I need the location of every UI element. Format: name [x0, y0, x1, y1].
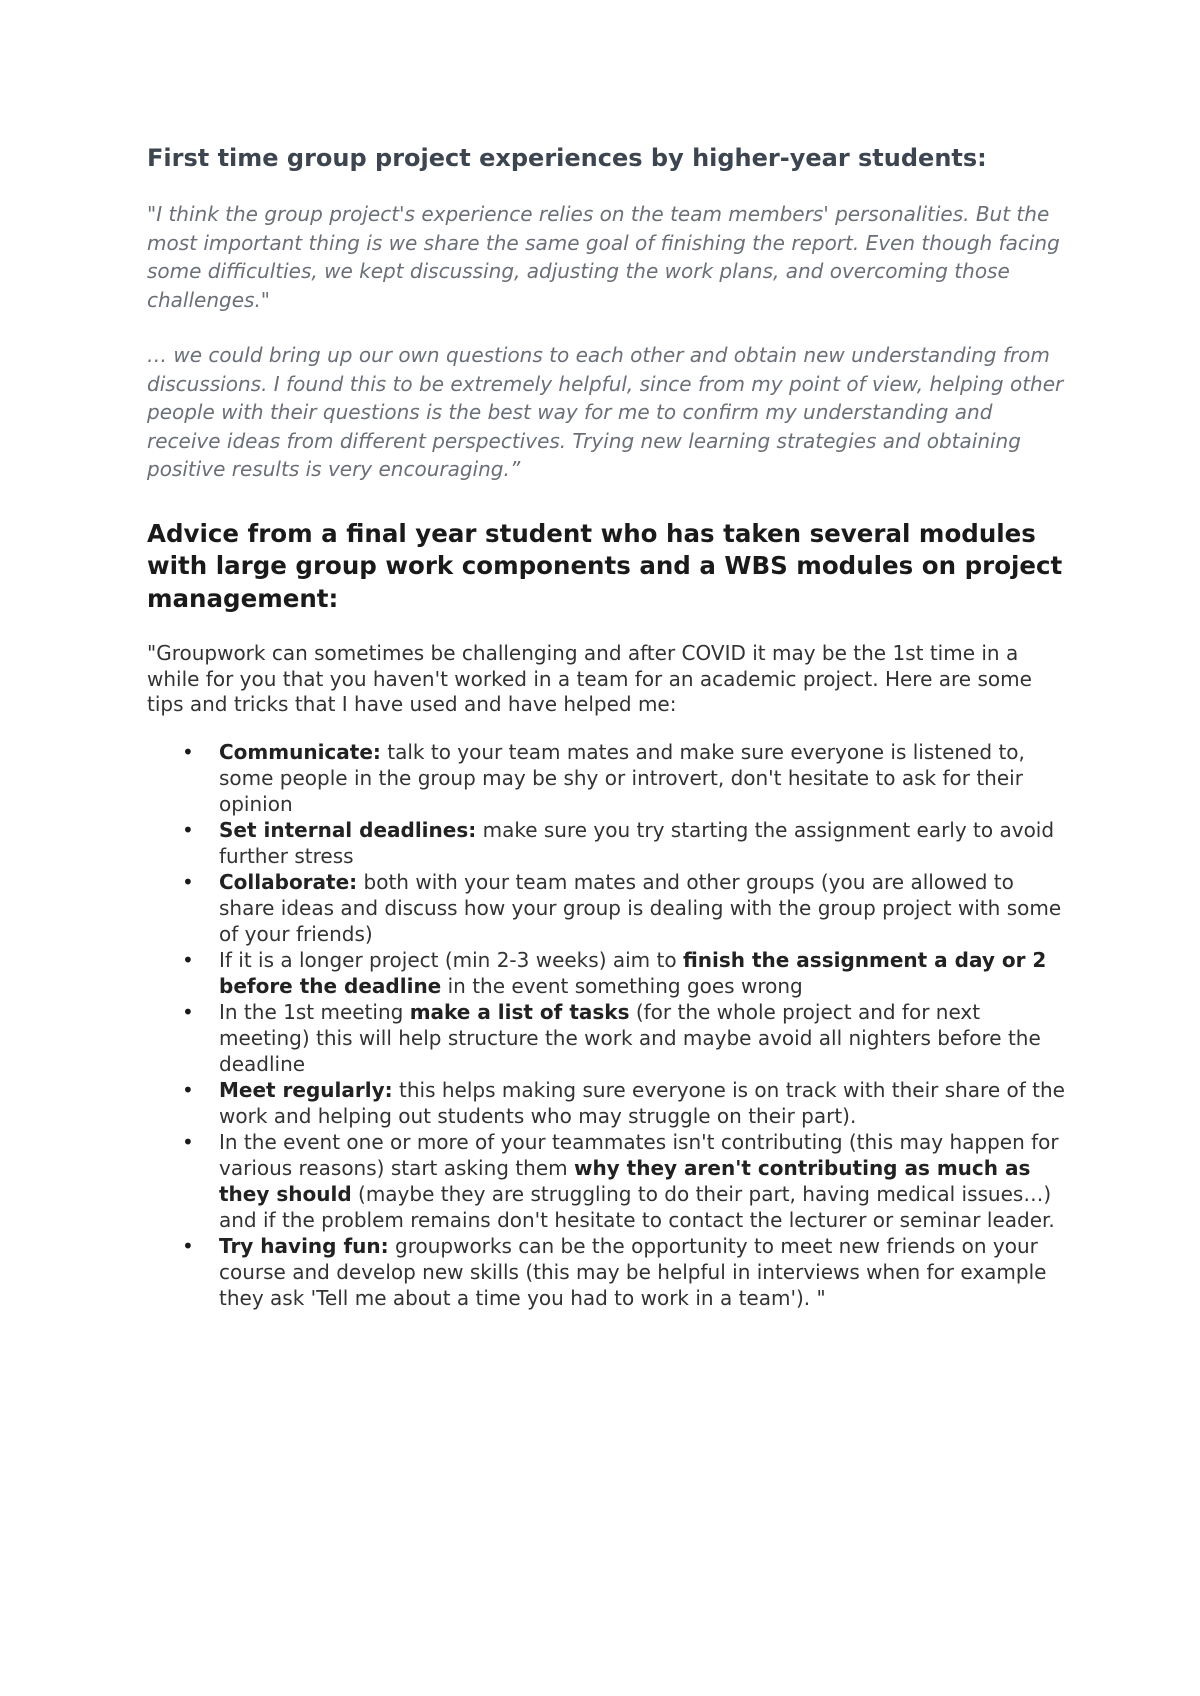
tip-text-post: (maybe they are struggling to do their part, having medical issues…) and if the problem remains don't hesitate to contact the lecturer or seminar leader. — [219, 1181, 1055, 1232]
tips-list — [147, 739, 1070, 1311]
student-quote-1: "I think the group project's experience relies on the team members' personalities. But the most important thing is we share the same goal of finishing the report. Even though facing some difficulties, we kept discussing, adjusting the work plans, and overcoming those challenges." — [147, 202, 1060, 312]
student-quote-2: … we could bring up our own questions to each other and obtain new understanding from discussions. I found this to be extremely helpful, since from my point of view, helping other people with their questions is the best way for me to confirm my understanding and receive ideas from different perspectives. Trying new learning strategies and obtaining positive results is very encouraging.” — [147, 343, 1064, 481]
bullet-icon: • — [182, 1233, 194, 1258]
list-item — [147, 1233, 1070, 1311]
list-item — [147, 999, 1070, 1077]
tip-text: this helps making sure everyone is on track with their share of the work and helping out students who may struggle on their part). — [219, 1077, 1065, 1128]
bullet-icon: • — [182, 999, 194, 1024]
tip-text: both with your team mates and other groups (you are allowed to share ideas and discuss how your group is dealing with the group project with some of your friends) — [219, 869, 1062, 946]
tip-text-post: in the event something goes wrong — [441, 973, 803, 998]
tip-text: talk to your team mates and make sure everyone is listened to, some people in the group may be shy or introvert, don't hesitate to ask for their opinion — [219, 739, 1025, 816]
tip-text: make sure you try starting the assignment early to avoid further stress — [219, 817, 1055, 868]
bullet-icon: • — [182, 817, 194, 842]
tip-text-pre: In the event one or more of your teammates isn't contributing (this may happen for various reasons) start asking them — [219, 1129, 1059, 1180]
tip-keyword: Try having fun: — [219, 1233, 389, 1258]
advice-intro: "Groupwork can sometimes be challenging and after COVID it may be the 1st time in a while for you that you haven't worked in a team for an academic project. Here are some tips and tricks that I have used and have helped me: — [147, 641, 1032, 716]
bullet-icon: • — [182, 739, 194, 764]
list-item — [147, 869, 1070, 947]
tip-keyword: Communicate: — [219, 739, 381, 764]
bullet-icon: • — [182, 869, 194, 894]
tip-keyword: Meet regularly: — [219, 1077, 393, 1102]
tip-keyword: make a list of tasks — [409, 999, 630, 1024]
list-item — [147, 739, 1070, 817]
tip-keyword: Set internal deadlines: — [219, 817, 477, 842]
tip-keyword: why they aren't contributing as much as they should — [219, 1155, 1031, 1206]
list-item — [147, 1077, 1070, 1129]
bullet-icon: • — [182, 947, 194, 972]
tip-text-pre: If it is a longer project (min 2-3 weeks) aim to — [219, 947, 683, 972]
tip-text: groupworks can be the opportunity to meet new friends on your course and develop new skills (this may be helpful in interviews when for example they ask 'Tell me about a time you had to work in a team'). " — [219, 1233, 1047, 1310]
tip-text-pre: In the 1st meeting — [219, 999, 410, 1024]
tip-keyword: finish the assignment a day or 2 before the deadline — [219, 947, 1047, 998]
list-item — [147, 1129, 1070, 1233]
tip-keyword: Collaborate: — [219, 869, 358, 894]
list-item — [147, 817, 1070, 869]
tip-text-post: (for the whole project and for next meeting) this will help structure the work and maybe avoid all nighters before the deadline — [219, 999, 1041, 1076]
section-heading-experiences: First time group project experiences by higher-year students: — [147, 144, 987, 172]
list-item — [147, 947, 1070, 999]
bullet-icon: • — [182, 1129, 194, 1154]
section-heading-advice: Advice from a final year student who has taken several modules with large group work components and a WBS modules on project management: — [147, 518, 1063, 613]
bullet-icon: • — [182, 1077, 194, 1102]
